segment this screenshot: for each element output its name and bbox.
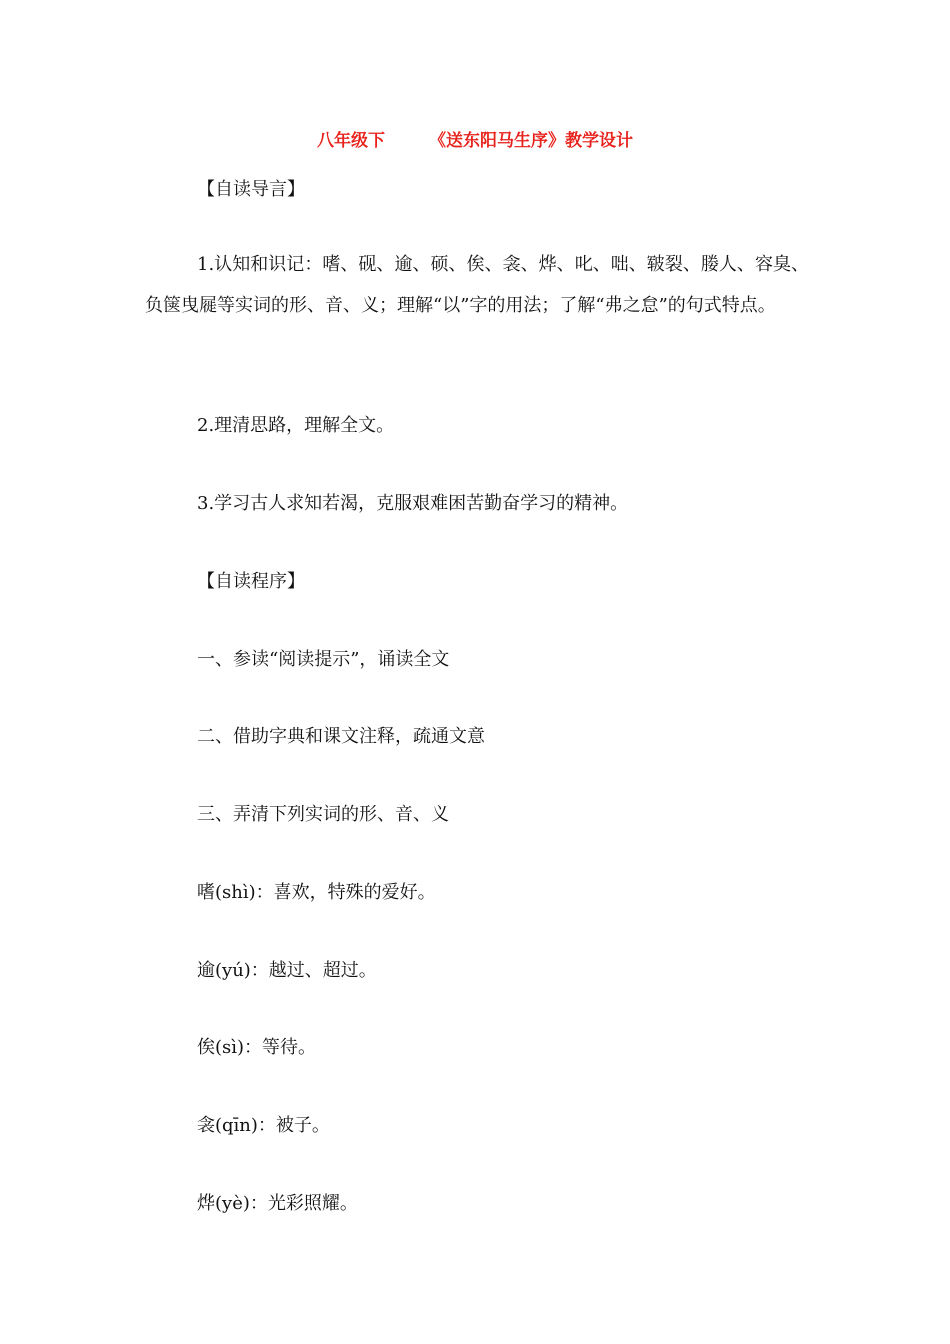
document-title (0, 126, 950, 151)
vocab-item: 逾(yú)：越过、超过。 (197, 960, 377, 981)
step-1: 一、参读“阅读提示”，诵读全文 (197, 649, 450, 670)
guide-item-3: 3.学习古人求知若渴，克服艰难困苦勤奋学习的精神。 (197, 493, 629, 514)
guide-item-1: 1.认知和识记：嗜、砚、逾、硕、俟、衾、烨、叱、咄、皲裂、媵人、容臭、负箧曳屣等实词的形、音、义；理解“以”字的用法；了解“弗之怠”的句式特点。 (145, 254, 809, 316)
step-3: 三、弄清下列实词的形、音、义 (197, 804, 449, 825)
vocab-item: 嗜(shì)：喜欢，特殊的爱好。 (197, 882, 436, 903)
step-2: 二、借助字典和课文注释，疏通文意 (197, 726, 485, 747)
vocab-item: 俟(sì)：等待。 (197, 1037, 317, 1058)
guide-heading: 【自读导言】 (197, 179, 305, 200)
title-grade: 八年级下 (317, 131, 385, 151)
procedure-heading: 【自读程序】 (197, 571, 305, 592)
vocab-item: 烨(yè)：光彩照耀。 (197, 1193, 358, 1214)
guide-item-2: 2.理清思路，理解全文。 (197, 415, 395, 436)
title-name: 《送东阳马生序》教学设计 (429, 131, 633, 151)
vocab-item: 衾(qīn)：被子。 (197, 1115, 330, 1136)
